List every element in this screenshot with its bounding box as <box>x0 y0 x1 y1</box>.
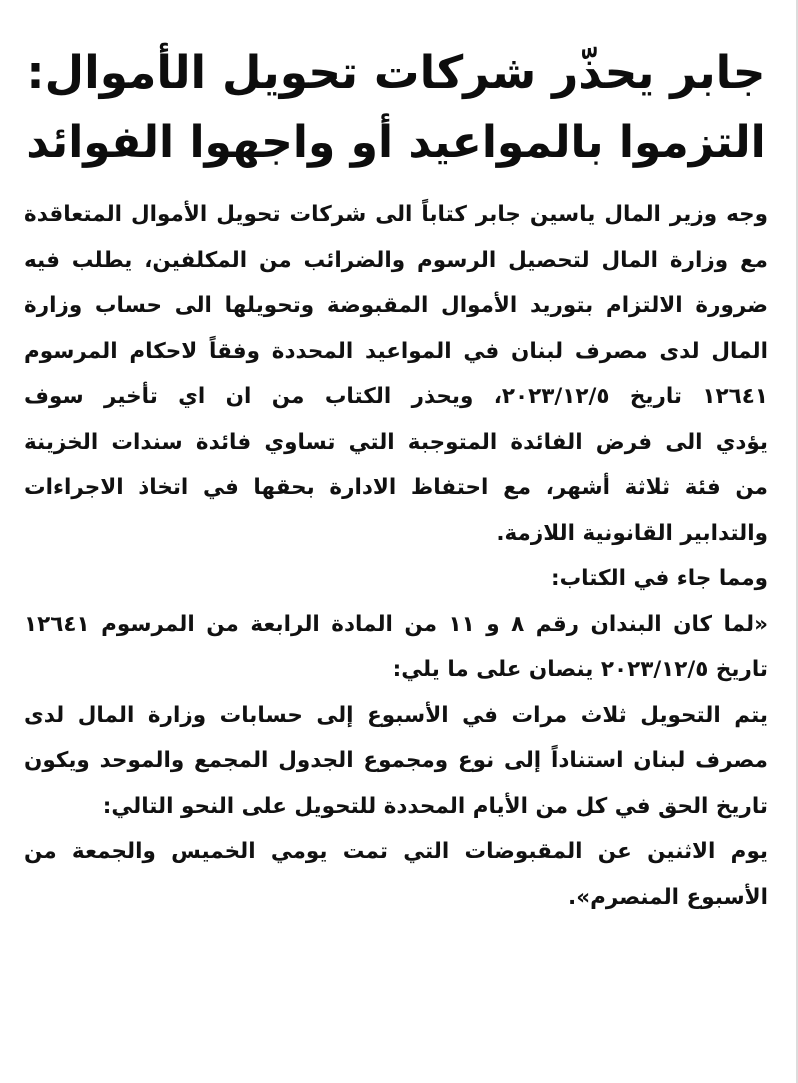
paragraph-line: يتم التحويل ثلاث مرات في الأسبوع إلى حسابات وزارة المال لدى <box>24 702 768 728</box>
paragraph-line: تاريخ ٢٠٢٣/١٢/٥ ينصان على ما يلي: <box>392 657 768 682</box>
paragraph-line: «لما كان البندان رقم ٨ و ١١ من المادة الرابعة من المرسوم ١٢٦٤١ <box>24 611 768 637</box>
article-paragraph-intro <box>24 192 768 556</box>
paragraph-line: والتدابير القانونية اللازمة. <box>496 520 768 546</box>
paragraph-line: تاريخ الحق في كل من الأيام المحددة للتحويل على النحو التالي: <box>102 793 768 819</box>
article-headline <box>24 38 768 178</box>
article-body <box>24 192 768 920</box>
news-article <box>24 38 768 920</box>
headline-line-1: جابر يحذّر شركات تحويل الأموال: <box>26 46 766 99</box>
paragraph-line: من فئة ثلاثة أشهر، مع احتفاظ الادارة بحقها في اتخاذ الاجراءات <box>24 475 768 500</box>
headline-line-2: التزموا بالمواعيد أو واجهوا الفوائد <box>26 117 766 168</box>
paragraph-line: ١٢٦٤١ تاريخ ٢٠٢٣/١٢/٥، ويحذر الكتاب من ان اي تأخير سوف <box>24 384 768 409</box>
paragraph-line: ومما جاء في الكتاب: <box>550 566 768 591</box>
article-paragraph-quote-intro <box>24 556 768 602</box>
paragraph-line: وجه وزير المال ياسين جابر كتاباً الى شركات تحويل الأموال المتعاقدة <box>24 202 768 227</box>
paragraph-line: يوم الاثنين عن المقبوضات التي تمت يومي الخميس والجمعة من <box>24 839 768 864</box>
article-paragraph-transfer-schedule <box>24 693 768 830</box>
paragraph-line: ضرورة الالتزام بتوريد الأموال المقبوضة وتحويلها الى حساب وزارة <box>24 293 768 318</box>
paragraph-line: يؤدي الى فرض الفائدة المتوجبة التي تساوي فائدة سندات الخزينة <box>24 429 768 455</box>
article-paragraph-decree <box>24 602 768 693</box>
paragraph-line: الأسبوع المنصرم». <box>568 884 768 910</box>
paragraph-line: مع وزارة المال لتحصيل الرسوم والضرائب من المكلفين، يطلب فيه <box>24 247 768 273</box>
article-paragraph-monday <box>24 829 768 920</box>
paragraph-line: المال لدى مصرف لبنان في المواعيد المحددة وفقاً لاحكام المرسوم <box>24 338 768 364</box>
paragraph-line: مصرف لبنان استناداً إلى نوع ومجموع الجدول المجمع والموحد ويكون <box>24 748 768 773</box>
